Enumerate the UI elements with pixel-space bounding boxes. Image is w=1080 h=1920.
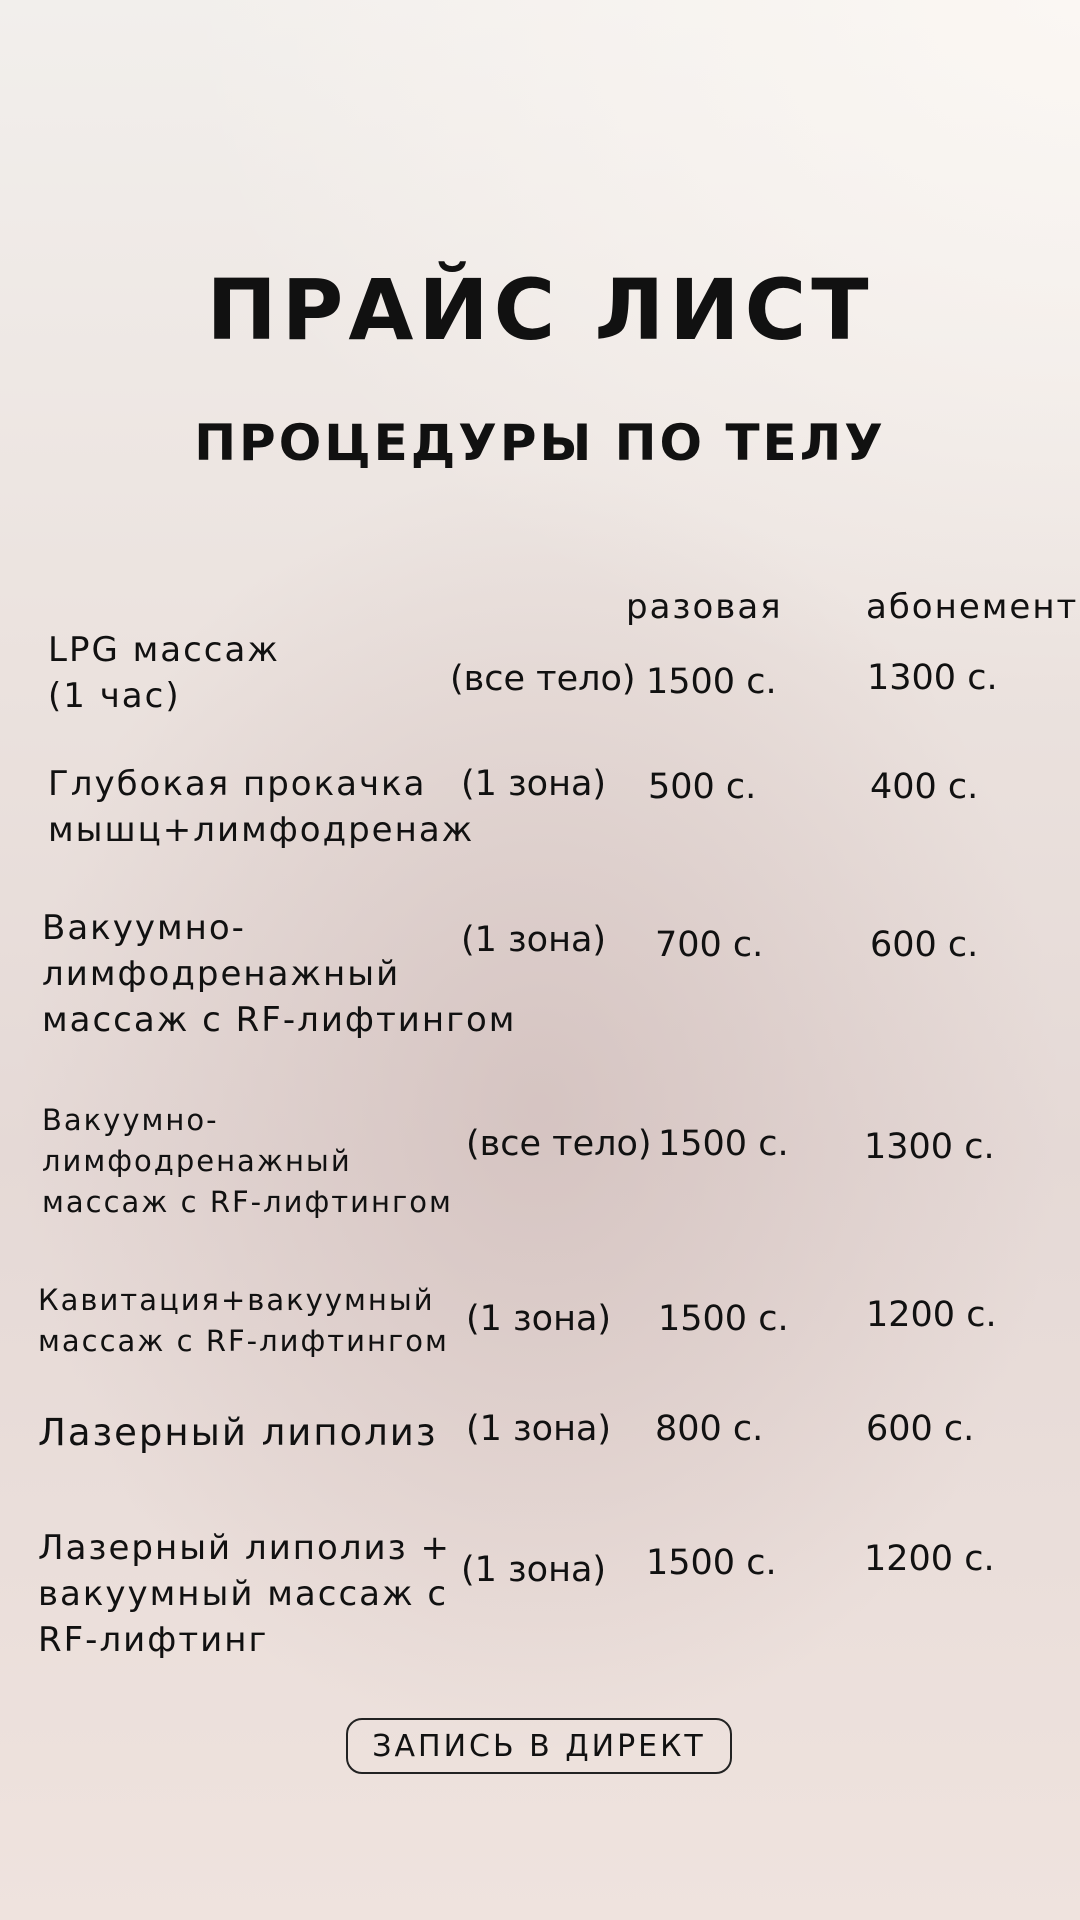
service-name-line: Вакуумно- — [42, 1103, 219, 1137]
service-name-line: Кавитация+вакуумный — [38, 1283, 435, 1317]
price-single: 1500 с. — [658, 1124, 789, 1164]
service-name — [42, 1100, 453, 1224]
service-zone: (1 зона) — [466, 1409, 612, 1449]
price-subscription: 600 с. — [866, 1409, 975, 1449]
service-name-line: массаж с RF-лифтингом — [42, 1185, 453, 1220]
service-name — [48, 762, 474, 854]
price-single: 700 с. — [655, 925, 764, 965]
price-subscription: 1300 с. — [867, 658, 998, 698]
service-zone: (все тело) — [466, 1124, 652, 1164]
price-subscription: 1200 с. — [864, 1539, 995, 1579]
service-name-line: массаж с RF-лифтингом — [38, 1324, 449, 1359]
service-name-line: Глубокая прокачка — [48, 764, 427, 804]
page-title: ПРАЙС ЛИСТ — [206, 261, 874, 359]
service-name — [38, 1408, 438, 1458]
service-name-line: (1 час) — [48, 675, 181, 716]
price-single: 800 с. — [655, 1409, 764, 1449]
service-name — [38, 1280, 449, 1362]
service-name-line: вакуумный массаж с — [38, 1573, 449, 1614]
service-name — [48, 628, 280, 720]
service-zone: (1 зона) — [461, 920, 607, 960]
service-zone: (все тело) — [450, 659, 636, 699]
column-header-subscription: абонемент — [866, 587, 1079, 627]
service-name-line: массаж с RF-лифтингом — [42, 999, 517, 1040]
service-name-line: Лазерный липолиз + — [38, 1528, 452, 1568]
price-subscription: 600 с. — [870, 925, 979, 965]
price-subscription: 1200 с. — [866, 1295, 997, 1335]
service-zone: (1 зона) — [461, 764, 607, 804]
service-name-line: лимфодренажный — [42, 953, 401, 994]
service-name-line: Лазерный липолиз — [38, 1411, 438, 1454]
price-subscription: 400 с. — [870, 767, 979, 807]
service-name-line: мышц+лимфодренаж — [48, 809, 475, 850]
service-name-line: RF-лифтинг — [38, 1619, 269, 1660]
price-single: 500 с. — [648, 767, 757, 807]
price-single: 1500 с. — [658, 1299, 789, 1339]
service-zone: (1 зона) — [466, 1299, 612, 1339]
service-name — [42, 906, 516, 1044]
service-name-line: Вакуумно- — [42, 908, 246, 948]
price-single: 1500 с. — [646, 1543, 777, 1583]
service-name-line: LPG массаж — [48, 630, 280, 670]
direct-booking-button[interactable] — [346, 1718, 732, 1774]
direct-booking-label: ЗАПИСЬ В ДИРЕКТ — [372, 1728, 706, 1764]
price-single: 1500 с. — [646, 662, 777, 702]
service-name — [38, 1526, 451, 1664]
price-subscription: 1300 с. — [864, 1127, 995, 1167]
page-subtitle: ПРОЦЕДУРЫ ПО ТЕЛУ — [194, 414, 886, 472]
service-zone: (1 зона) — [461, 1550, 607, 1590]
column-header-single: разовая — [626, 587, 783, 627]
service-name-line: лимфодренажный — [42, 1144, 352, 1179]
